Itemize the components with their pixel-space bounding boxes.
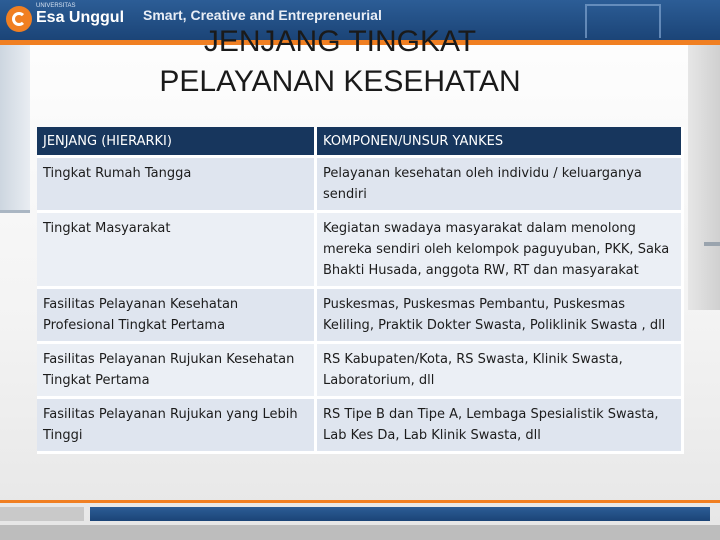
table-row: [37, 158, 684, 213]
logo-text: Esa Unggul: [36, 9, 125, 26]
cell-component: Puskesmas, Puskesmas Pembantu, Puskesmas Keliling, Praktik Dokter Swasta, Poliklinik Swasta , dll: [317, 289, 684, 344]
slide-title: [60, 22, 620, 102]
cell-level: Tingkat Masyarakat: [37, 213, 317, 289]
left-side-rail: [0, 45, 30, 210]
cell-level: Fasilitas Pelayanan Rujukan Kesehatan Tingkat Pertama: [37, 344, 317, 399]
cell-component: Kegiatan swadaya masyarakat dalam menolong mereka sendiri oleh kelompok paguyuban, PKK, Saka Bhakti Husada, anggota RW, RT dan masyarakat: [317, 213, 684, 289]
column-header-level: JENJANG (HIERARKI): [37, 127, 317, 158]
cell-component: RS Kabupaten/Kota, RS Swasta, Klinik Swasta, Laboratorium, dll: [317, 344, 684, 399]
cell-level: Fasilitas Pelayanan Rujukan yang Lebih Tinggi: [37, 399, 317, 454]
header-tagline: Smart, Creative and Entrepreneurial: [143, 7, 382, 23]
university-logo-icon: [6, 6, 32, 32]
footer-strip: [0, 525, 720, 540]
table-row: [37, 399, 684, 454]
cell-component: Pelayanan kesehatan oleh individu / keluarganya sendiri: [317, 158, 684, 213]
cell-level: Fasilitas Pelayanan Kesehatan Profesional Tingkat Pertama: [37, 289, 317, 344]
table-row: [37, 289, 684, 344]
right-side-rail: [688, 45, 720, 310]
slide-title-line-1: JENJANG TINGKAT: [203, 25, 477, 58]
cell-component: RS Tipe B dan Tipe A, Lembaga Spesialistik Swasta, Lab Kes Da, Lab Klinik Swasta, dll: [317, 399, 684, 454]
table-row: [37, 213, 684, 289]
slide-title-line-2: PELAYANAN KESEHATAN: [159, 65, 521, 98]
table-header-row: [37, 127, 684, 158]
table-row: [37, 344, 684, 399]
column-header-component: KOMPONEN/UNSUR YANKES: [317, 127, 684, 158]
right-side-rail-mark: [704, 242, 720, 246]
logo-small-text: UNIVERSITAS: [36, 3, 76, 9]
left-side-rail-edge: [0, 210, 30, 213]
footer-orange-line: [0, 500, 720, 503]
cell-level: Tingkat Rumah Tangga: [37, 158, 317, 213]
health-service-levels-table: [37, 127, 684, 454]
footer-left-block: [0, 507, 84, 521]
footer-blue-bar: [90, 507, 710, 521]
